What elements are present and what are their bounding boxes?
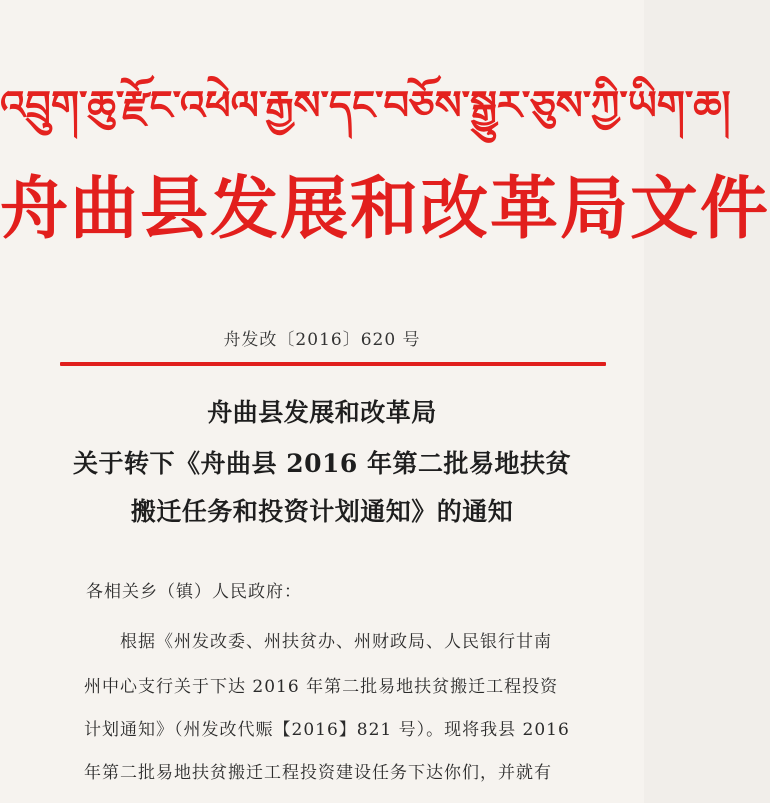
red-divider-line bbox=[60, 362, 606, 366]
heading-subject-line-2: 搬迁任务和投资计划通知》的通知 bbox=[130, 497, 514, 526]
body-line: 年第二批易地扶贫搬迁工程投资建设任务下达你们，并就有 bbox=[84, 763, 552, 783]
body-line: 州中心支行关于下达 2016 年第二批易地扶贫搬迁工程投资 bbox=[84, 677, 559, 697]
addressee: 各相关乡（镇）人民政府： bbox=[86, 582, 302, 602]
document-number: 舟发改〔2016〕620 号 bbox=[223, 330, 421, 350]
heading-subject-line-1: 关于转下《舟曲县 2016 年第二批易地扶贫 bbox=[73, 449, 571, 478]
body-line: 根据《州发改委、州扶贫办、州财政局、人民银行甘南 bbox=[120, 632, 552, 652]
tibetan-header-title: འབྲུག་ཆུ་རྫོང་འཕེལ་རྒྱས་དང་བཅོས་སྒྱུར་ཅུས་ཀྱི་ཡིག་ཆ། bbox=[0, 83, 731, 129]
bureau-header-title: 舟曲县发展和改革局文件 bbox=[0, 170, 770, 249]
body-line: 计划通知》（州发改代赈【2016】821 号）。现将我县 2016 bbox=[84, 720, 570, 740]
heading-issuer: 舟曲县发展和改革局 bbox=[207, 398, 437, 427]
